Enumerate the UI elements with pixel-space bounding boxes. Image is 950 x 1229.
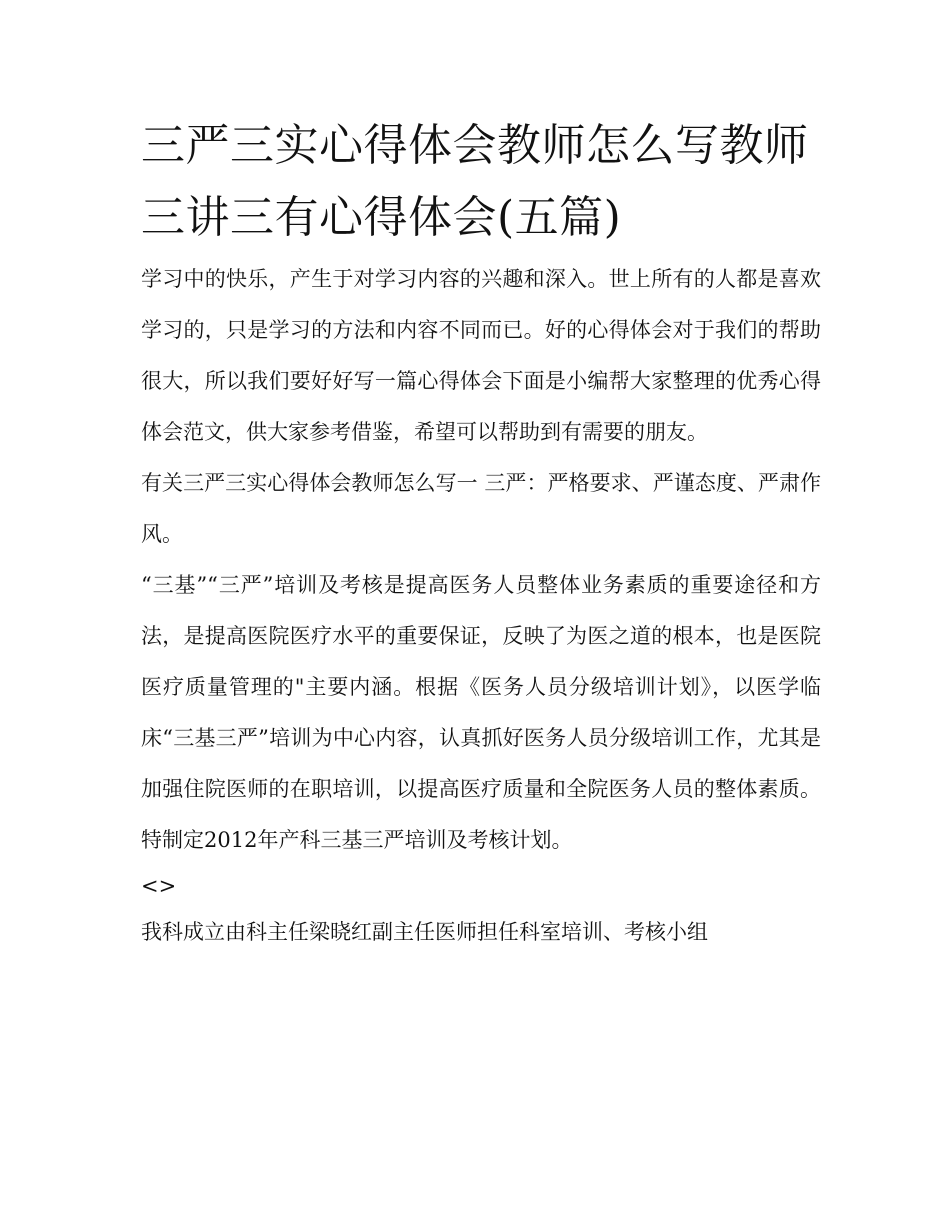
document-title: 三严三实心得体会教师怎么写教师三讲三有心得体会(五篇) (141, 120, 809, 243)
paragraph-intro: 学习中的快乐，产生于对学习内容的兴趣和深入。世上所有的人都是喜欢学习的，只是学习的方法和内容不同而已。好的心得体会对于我们的帮助很大，所以我们要好好写一篇心得体会下面是小编帮大家整理的优秀心得体会范文，供大家参考借鉴，希望可以帮助到有需要的朋友。 (141, 267, 821, 444)
paragraph-team: 我科成立由科主任梁晓红副主任医师担任科室培训、考核小组 (141, 920, 708, 944)
document-body (141, 110, 821, 958)
paragraph-section-one: 有关三严三实心得体会教师怎么写一 三严：严格要求、严谨态度、严肃作风。 (141, 471, 821, 546)
paragraph-placeholder: <> (141, 874, 177, 898)
paragraph-training-plan: “三基”“三严”培训及考核是提高医务人员整体业务素质的重要途径和方法，是提高医院医疗水平的重要保证，反映了为医之道的根本，也是医院医疗质量管理的"主要内涵。根据《医务人员分级培训计划》，以医学临床“三基三严”培训为中心内容，认真抓好医务人员分级培训工作，尤其是加强住院医师的在职培训，以提高医疗质量和全院医务人员的整体素质。特制定2012年产科三基三严培训及考核计划。 (141, 573, 821, 852)
